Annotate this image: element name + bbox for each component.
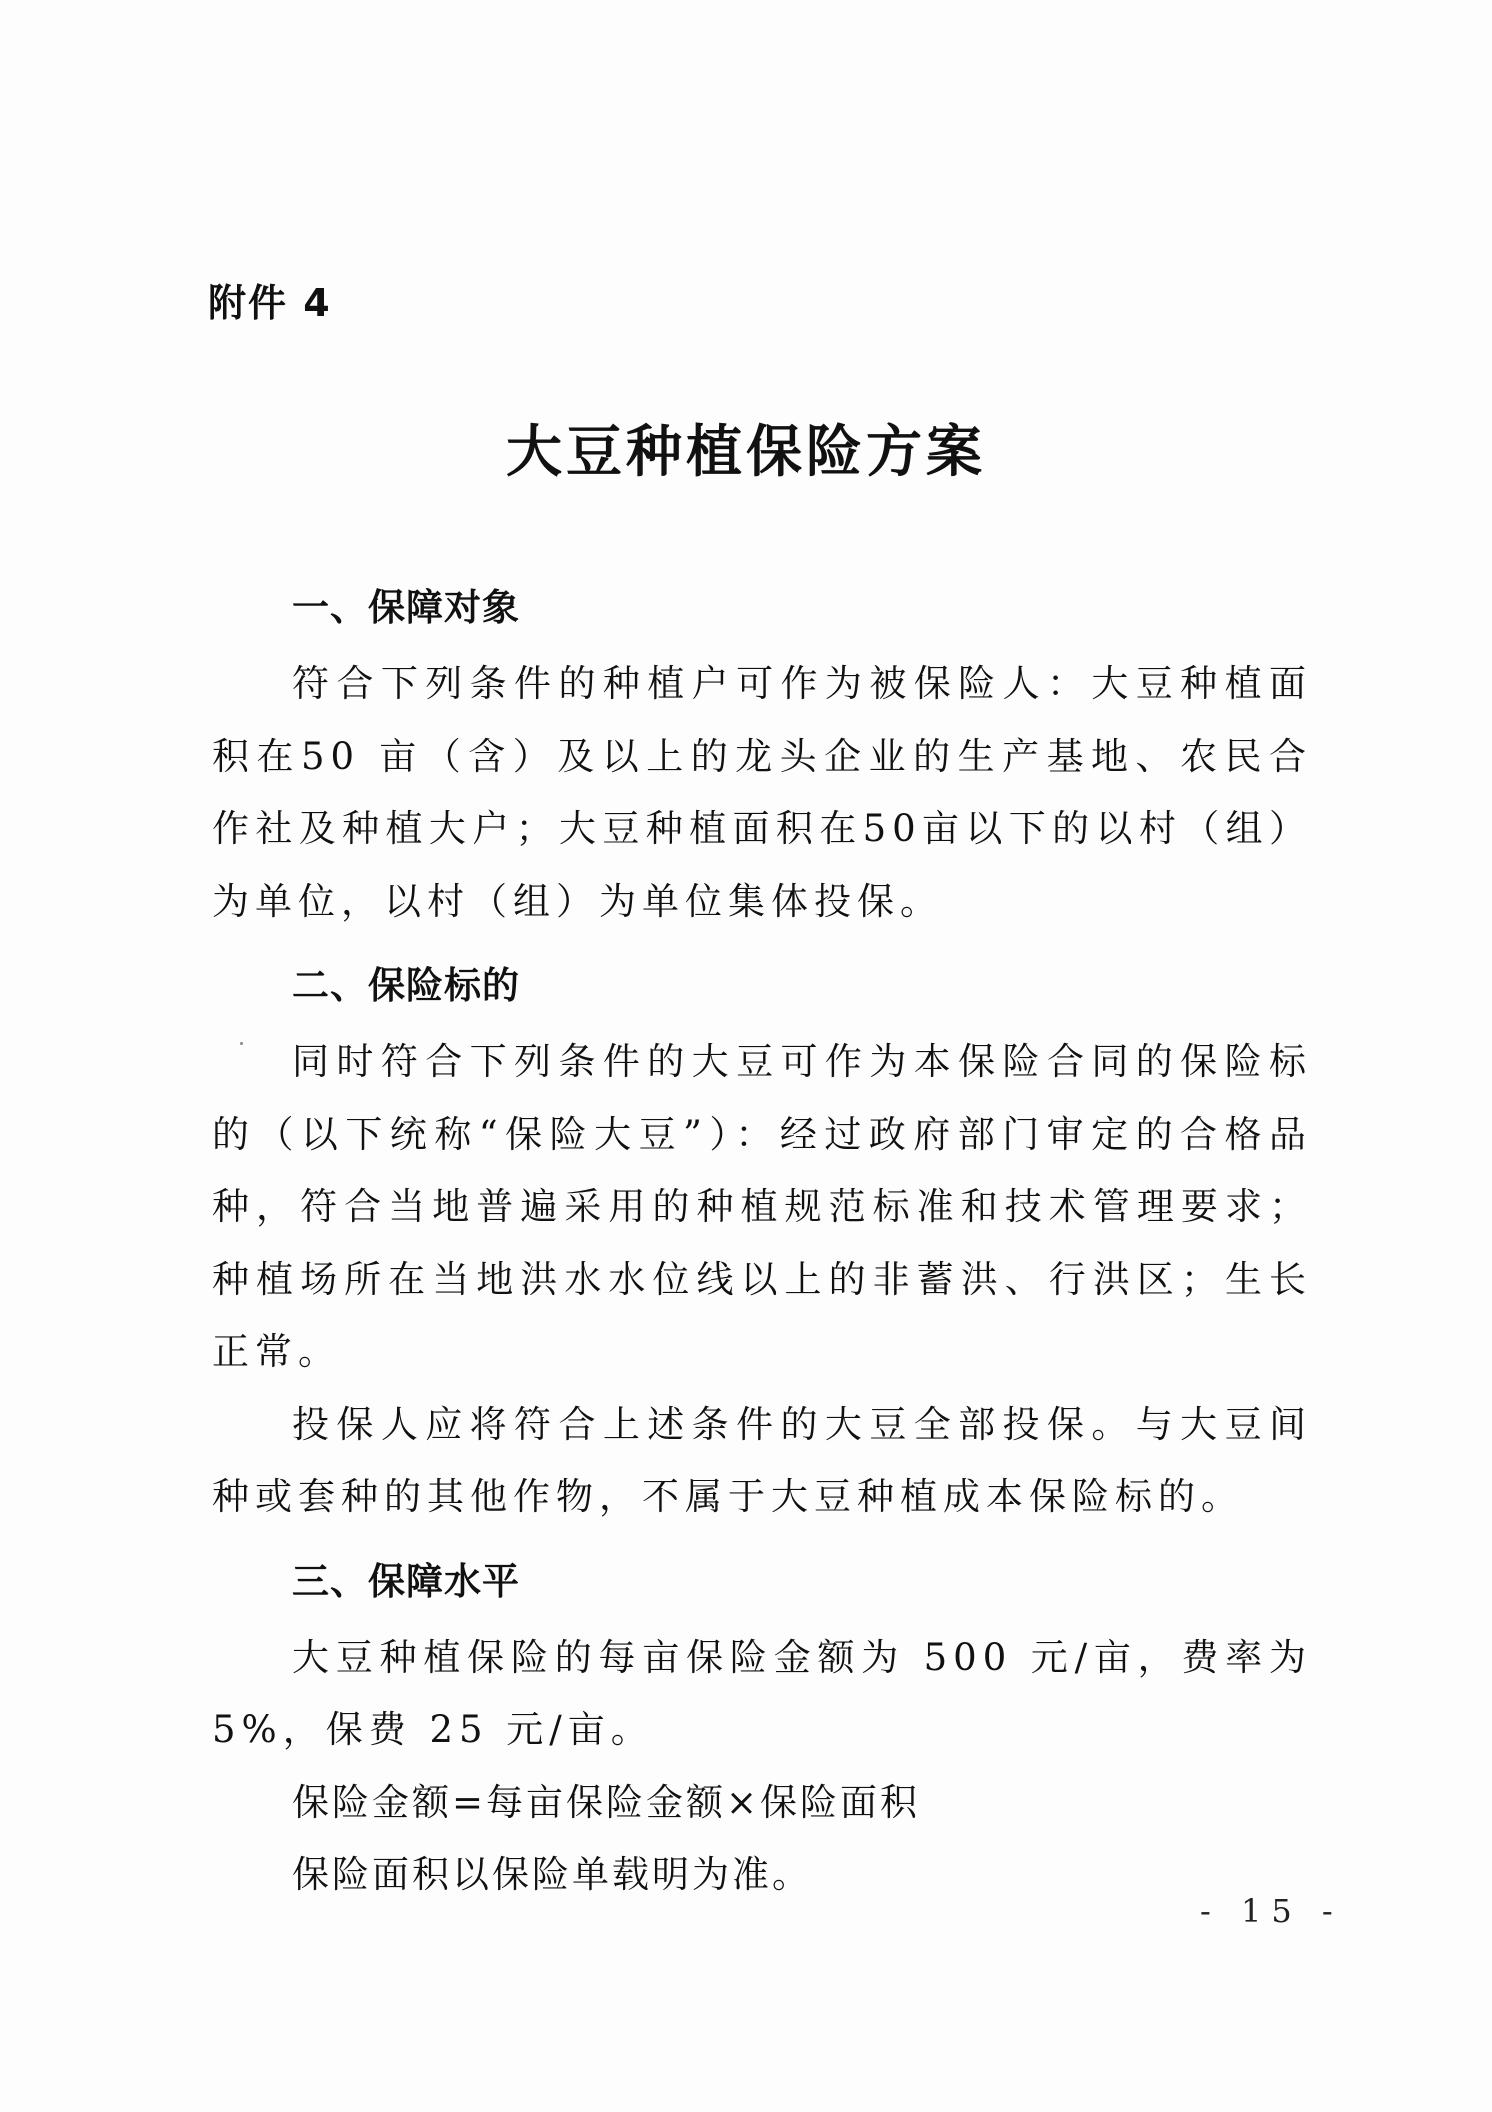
section-heading: 二、保险标的 [292, 964, 520, 1007]
note-line: 保险面积以保险单载明为准。 [292, 1853, 812, 1896]
section-paragraph: 同时符合下列条件的大豆可作为本保险合同的保险标的（以下统称“保险大豆”）：经过政府部门审定的合格品种，符合当地普遍采用的种植规范标准和技术管理要求；种植场所在当地洪水水位线以上的非蓄洪、行洪区；生长正常。 [212, 1040, 1312, 1373]
page-number: - 15 - [1200, 1892, 1343, 1930]
section-coverage-level [212, 1542, 1312, 1912]
attachment-label: 附件 4 [208, 281, 332, 325]
formula-line: 保险金额=每亩保险金额×保险面积 [292, 1780, 921, 1824]
section-insured-object [212, 946, 1312, 1534]
section-heading: 一、保障对象 [292, 586, 520, 629]
section-paragraph: 符合下列条件的种植户可作为被保险人：大豆种植面积在50 亩（含）及以上的龙头企业的生产基地、农民合作社及种植大户；大豆种植面积在50亩以下的以村（组）为单位，以村（组）为单位集体投保。 [212, 662, 1312, 923]
section-paragraph: 投保人应将符合上述条件的大豆全部投保。与大豆间种或套种的其他作物，不属于大豆种植成本保险标的。 [212, 1402, 1312, 1518]
document-body [212, 568, 1312, 1912]
section-coverage-subject [212, 568, 1312, 938]
document-title: 大豆种植保险方案 [506, 419, 986, 485]
section-heading: 三、保障水平 [292, 1559, 520, 1603]
section-paragraph: 大豆种植保险的每亩保险金额为 500 元/亩，费率为 5%，保费 25 元/亩。 [212, 1635, 1312, 1751]
